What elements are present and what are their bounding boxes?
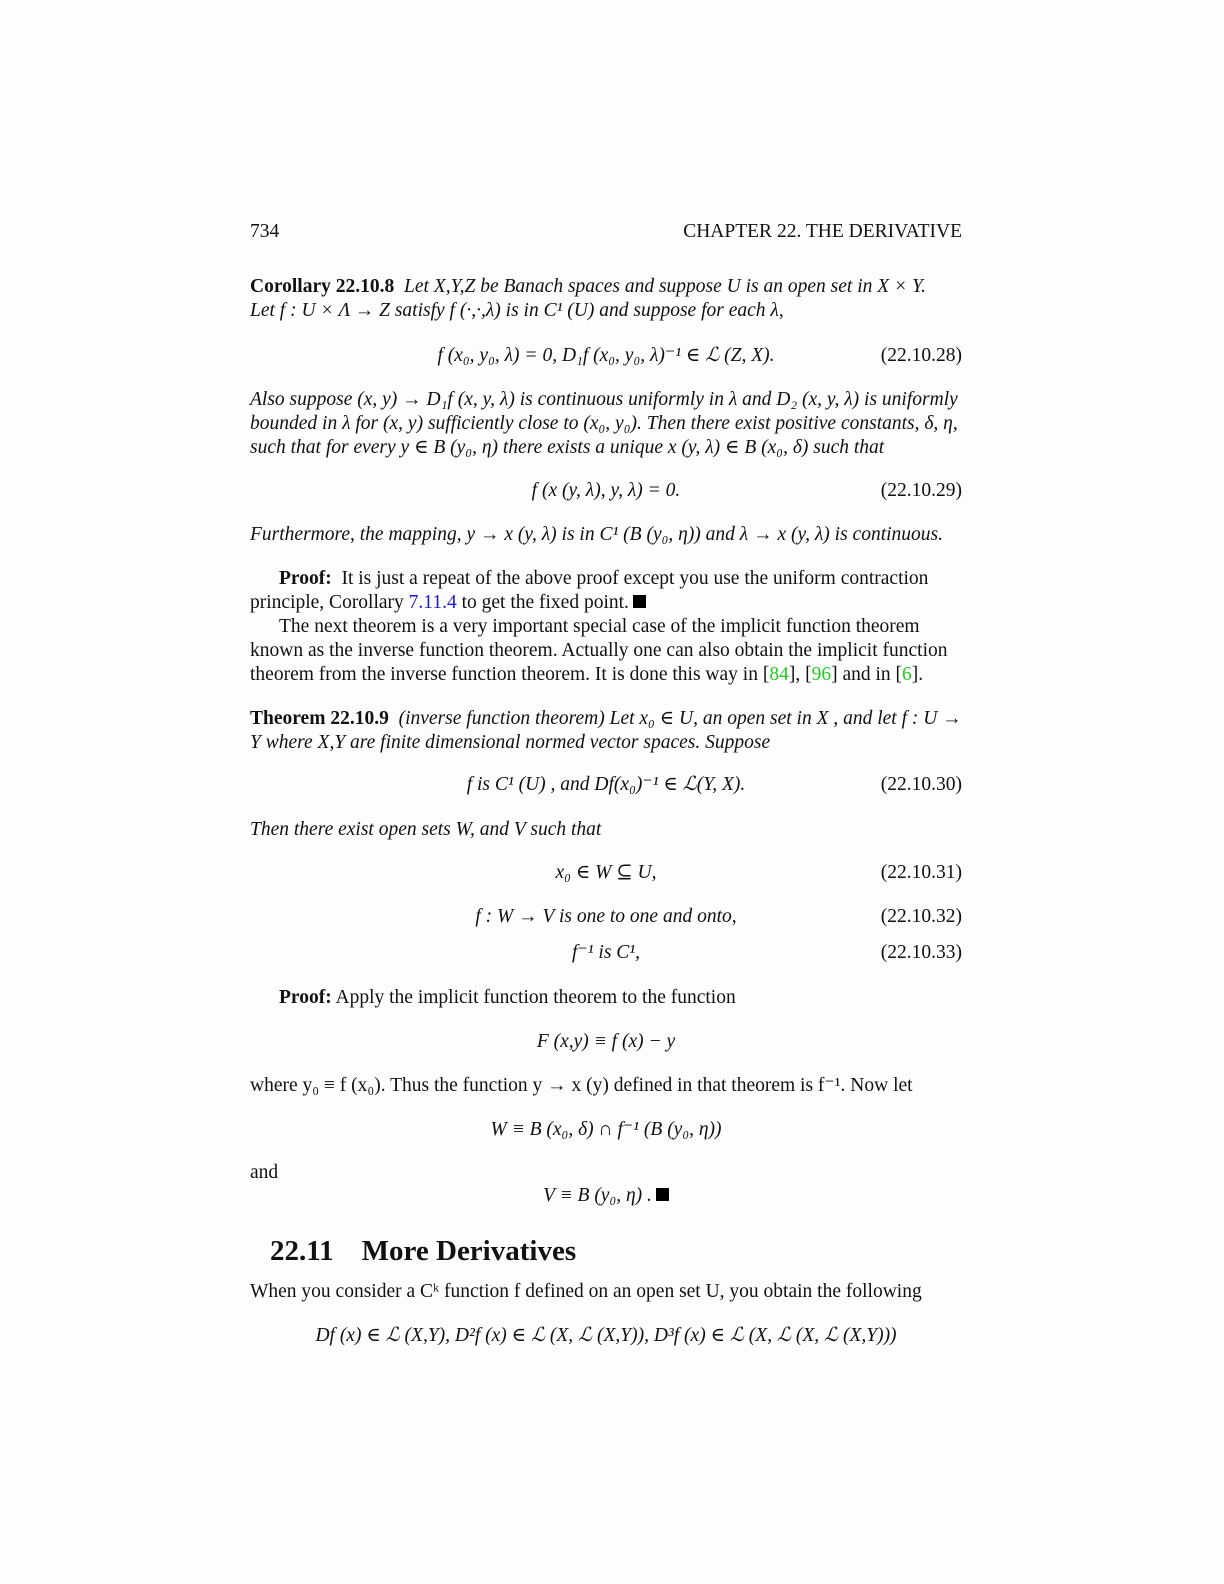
proof-text: Apply the implicit function theorem to the function <box>335 987 736 1008</box>
equation-body: f (x (y, λ), y, λ) = 0. <box>531 480 681 501</box>
paragraph-text: ]. <box>911 664 924 685</box>
equation-number: (22.10.30) <box>880 774 962 795</box>
equation-22-10-32 <box>250 904 962 930</box>
corollary-line-4: bounded in λ for (x, y) sufficiently close to (x₀, y₀). Then there exist positive constants, δ, η, <box>250 413 958 434</box>
equation-text: V ≡ B (y₀, η) . <box>543 1185 652 1206</box>
proof-text: It is just a repeat of the above proof except you use the uniform contraction <box>341 568 929 589</box>
theorem-label: Theorem 22.10.9 <box>250 708 389 729</box>
proof-label: Proof: <box>279 568 332 589</box>
paragraph-line-3 <box>250 663 962 687</box>
theorem-line-1 <box>250 707 962 731</box>
section-number: 22.11 <box>270 1235 334 1267</box>
corollary-label: Corollary 22.10.8 <box>250 276 395 297</box>
equation-22-10-29 <box>250 478 962 504</box>
corollary-line-6: Furthermore, the mapping, y → x (y, λ) is in C¹ (B (y₀, η)) and λ → x (y, λ) is continuous. <box>250 524 944 545</box>
equation-22-10-31 <box>250 860 962 886</box>
citation-link-84[interactable]: 84 <box>769 664 789 685</box>
paragraph-line-2: known as the inverse function theorem. Actually one can also obtain the implicit function <box>250 640 948 661</box>
proof-text: to get the fixed point. <box>456 592 629 613</box>
section-title: More Derivatives <box>361 1235 577 1267</box>
equation-22-10-30 <box>250 772 962 798</box>
corollary-line-1 <box>250 275 962 299</box>
equation-number: (22.10.29) <box>880 480 962 501</box>
equation-V <box>250 1183 962 1209</box>
corollary-line-5: such that for every y ∈ B (y₀, η) there exists a unique x (y, λ) ∈ B (x₀, δ) such that <box>250 437 885 458</box>
proof-text: principle, Corollary <box>250 592 409 613</box>
qed-mark <box>656 1188 669 1201</box>
corollary-text-1: Let X,Y,Z be Banach spaces and suppose U is an open set in X × Y. <box>404 276 926 297</box>
theorem-line-2: Y where X,Y are finite dimensional normed vector spaces. Suppose <box>250 732 771 753</box>
theorem-line-3: Then there exist open sets W, and V such that <box>250 819 602 840</box>
proof-2-line-1 <box>279 986 962 1010</box>
proof-1-line-1 <box>279 567 962 591</box>
page-number: 734 <box>250 221 280 242</box>
citation-link-6[interactable]: 6 <box>902 664 912 685</box>
citation-link-96[interactable]: 96 <box>811 664 832 685</box>
corollary-line-3: Also suppose (x, y) → D₁f (x, y, λ) is continuous uniformly in λ and D₂ (x, y, λ) is uniformly <box>250 389 958 410</box>
equation-body: f is C¹ (U) , and Df(x₀)⁻¹ ∈ ℒ(Y, X). <box>466 774 746 795</box>
equation-22-10-33 <box>250 940 962 966</box>
proof-label: Proof: <box>279 987 332 1008</box>
chapter-title: CHAPTER 22. THE DERIVATIVE <box>683 221 962 242</box>
paragraph-text: theorem from the inverse function theorem. It is done this way in [ <box>250 664 770 685</box>
qed-mark <box>633 595 646 608</box>
equation-body: f (x₀, y₀, λ) = 0, D₁f (x₀, y₀, λ)⁻¹ ∈ ℒ (Z, X). <box>437 345 775 366</box>
section-heading <box>270 1233 576 1269</box>
equation-number: (22.10.33) <box>880 942 962 963</box>
equation-body: f : W → V is one to one and onto, <box>475 906 737 927</box>
proof-1-line-2 <box>250 591 962 615</box>
and-text: and <box>250 1162 279 1183</box>
equation-number: (22.10.28) <box>880 345 962 366</box>
corollary-line-2: Let f : U × Λ → Z satisfy f (·,·,λ) is in C¹ (U) and suppose for each λ, <box>250 300 784 321</box>
section-line-1: When you consider a Cᵏ function f defined on an open set U, you obtain the following <box>250 1281 922 1302</box>
equation-body: Df (x) ∈ ℒ (X,Y), D²f (x) ∈ ℒ (X, ℒ (X,Y)), D³f (x) ∈ ℒ (X, ℒ (X, ℒ (X,Y))) <box>315 1325 897 1346</box>
equation-number: (22.10.31) <box>880 862 962 883</box>
equation-22-10-28 <box>250 343 962 369</box>
equation-W <box>250 1117 962 1143</box>
paragraph-line-1: The next theorem is a very important special case of the implicit function theorem <box>279 616 920 637</box>
equation-body: x₀ ∈ W ⊆ U, <box>555 862 657 883</box>
equation-F <box>250 1029 962 1055</box>
theorem-text-1: (inverse function theorem) Let x₀ ∈ U, an open set in X , and let f : U → <box>398 708 962 729</box>
equation-derivatives <box>250 1323 962 1349</box>
corollary-link[interactable]: 7.11.4 <box>408 592 457 613</box>
equation-number: (22.10.32) <box>880 906 962 927</box>
paragraph-text: ] and in [ <box>831 664 903 685</box>
equation-body: f⁻¹ is C¹, <box>571 942 641 963</box>
proof-2-line-2: where y₀ ≡ f (x₀). Thus the function y → x (y) defined in that theorem is f⁻¹. Now let <box>250 1075 913 1096</box>
equation-body: F (x,y) ≡ f (x) − y <box>536 1031 676 1052</box>
paragraph-text: ], [ <box>788 664 812 685</box>
equation-body: W ≡ B (x₀, δ) ∩ f⁻¹ (B (y₀, η)) <box>490 1119 722 1140</box>
equation-body <box>250 1183 962 1209</box>
